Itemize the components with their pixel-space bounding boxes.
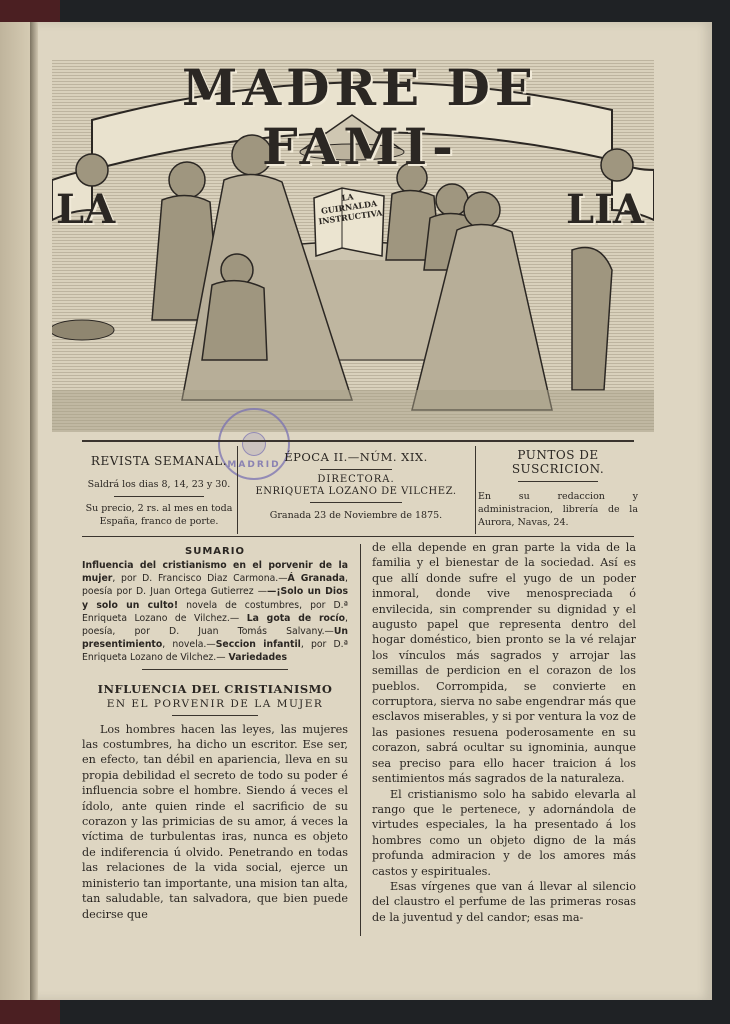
directora-name: ENRIQUETA LOZANO DE VILCHEZ.: [255, 486, 457, 497]
stamp-text: MADRID: [227, 460, 281, 470]
article-title: INFLUENCIA DEL CRISTIANISMO: [97, 681, 333, 696]
header-divider-right: [475, 446, 476, 534]
article-subtitle: EN EL PORVENIR DE LA MUJER: [106, 697, 324, 710]
book-label: LA GUIRNALDA INSTRUCTIVA: [317, 191, 383, 227]
sumario-item: Influencia del cristianismo en el porvenir de la mujer, por D. Francisco Diaz Carmona.—: [82, 560, 348, 585]
sumario-item: —¡Solo un Dios y solo un culto! novela de costumbres, por D.ª Enriqueta Lozano de Vilchez.—: [82, 586, 349, 624]
sumario-item: Un presentimiento, novela.—: [82, 626, 348, 651]
column-divider: [360, 544, 361, 936]
header-right-rule: [518, 481, 598, 482]
header-bottom-rule: [82, 536, 634, 537]
article-rule: [172, 715, 258, 716]
header-right-column: [478, 446, 638, 529]
sumario-item: Á Granada, poesía por D. Juan Ortega Gutierrez —: [82, 573, 348, 598]
salida-text: Saldrá los dias 8, 14, 23 y 30.: [87, 479, 231, 490]
puntos-text: En su redaccion y administracion, librería de la Aurora, Navas, 24.: [478, 491, 638, 528]
sumario-item: La gota de rocío, poesía, por D. Juan Tomás Salvany.—: [82, 612, 348, 638]
issue-date: Granada 23 de Noviembre de 1875.: [269, 510, 443, 521]
article-paragraph: de ella depende en gran parte la vida de la familia y el bienestar de la sociedad. Así es que allí donde sufre el yugo de un poder inmoral, donde vive menospreciada ó envilecida, sin comprender su dignidad y el augusto papel que representa dentro del hogar doméstico, bien pronto se la vé relajar los vínculos más sagrados y arrojar las semillas de perdicion en el corazon de los pueblos. Corrompida, se convierte en corruptora, sierva no sabe engendrar más que esclavos miserables, y si por ventura la voz de las pasiones resuena poderosamente en su corazon, sabrá ocultar su ignominia, aunque sea preciso para ello hacer traicion á los sentimientos más sagrados de la naturaleza.: [372, 541, 636, 786]
header-middle-column: [240, 446, 472, 522]
header-middle-rule-2: [310, 502, 402, 503]
sumario-rule: [142, 669, 288, 670]
precio-text: Su precio, 2 rs. al mes en toda España, franco de porte.: [85, 503, 233, 527]
binding-corner-bottom: [0, 1000, 60, 1024]
revista-semanal: REVISTA SEMANAL.: [90, 454, 228, 468]
article-paragraph: El cristianismo solo ha sabido elevarla al rango que le pertenece, y adornándola de virtudes especiales, la ha presentado á los hombres como un objeto digno de la más profunda admiracion y de los amores más castos y espirituales.: [372, 787, 636, 878]
header-left-column: [84, 446, 234, 528]
masthead-title: MADRE DE FAMI-: [181, 58, 539, 176]
puntos-title: PUNTOS DE SUSCRICION.: [511, 448, 605, 476]
book-spine: [30, 22, 38, 1000]
binding-corner-top: [0, 0, 60, 22]
sumario-item: Seccion infantil, por D.ª Enriqueta Lozano de Vilchez.—: [82, 639, 348, 664]
directora-label: DIRECTORA.: [317, 474, 395, 485]
sumario-list: [82, 559, 348, 665]
column-right: [372, 540, 636, 925]
article-paragraph: Los hombres hacen las leyes, las mujeres las costumbres, ha dicho un escritor. Ese ser, en efecto, tan débil en apariencia, lleva en su propia debilidad el secreto de todo su poder é influencia sobre el hombre. Siendo á veces el ídolo, ante quien rinde el sacrificio de su corazon y las primicias de su amor, á veces la víctima de turbulentas iras, nunca es objeto de indiferencia ú olvido. Penetrando en todas las relaciones de la vida social, ejerce un ministerio tan importante, una mision tan alta, tan saludable, tan salvadora, que bien puede decirse que: [82, 722, 348, 921]
sumario-title: SUMARIO: [185, 546, 245, 557]
header-divider-left: [237, 446, 238, 534]
sumario-item: Variedades: [228, 652, 287, 664]
header-left-rule: [114, 496, 204, 497]
masthead-title-left: LA: [56, 186, 116, 233]
header-middle-rule: [320, 469, 392, 470]
epoca-num: ÉPOCA II.—NÚM. XIX.: [284, 450, 428, 464]
masthead-title-right: LIA: [566, 186, 644, 233]
article-paragraph: Esas vírgenes que van á llevar al silencio del claustro el perfume de las primeras rosas de la juventud y del candor; esas ma-: [372, 879, 636, 924]
column-left: [82, 540, 348, 922]
